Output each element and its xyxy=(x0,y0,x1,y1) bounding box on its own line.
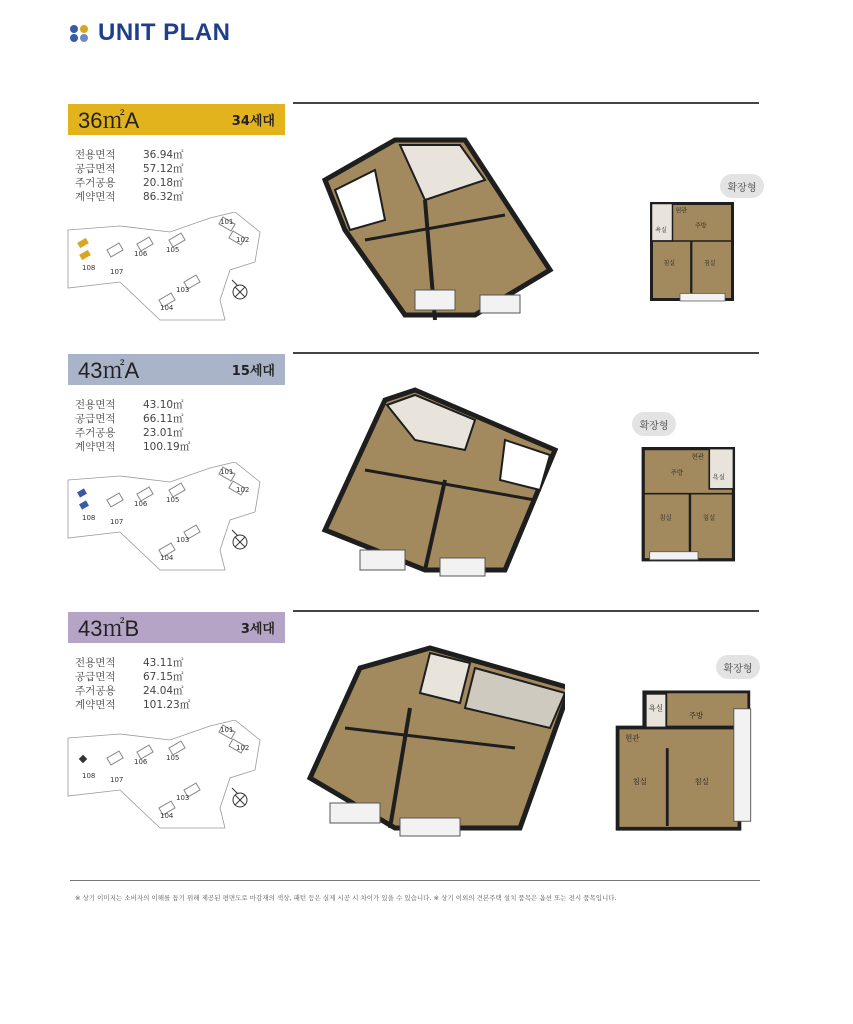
compass-icon xyxy=(232,788,247,807)
unit-label-bar xyxy=(68,104,285,135)
unit-label-bar xyxy=(68,354,285,385)
site-map xyxy=(60,720,270,830)
area-value: 57.12㎡ xyxy=(143,163,184,175)
flat-floor-plan xyxy=(612,690,760,840)
area-row xyxy=(75,670,203,684)
room-label: 침실 xyxy=(632,776,648,786)
area-row xyxy=(75,656,203,670)
block-label: 105 xyxy=(166,246,180,254)
area-table xyxy=(75,656,203,712)
site-map xyxy=(60,212,270,322)
room-label: 침실 xyxy=(694,776,709,786)
area-row xyxy=(75,698,203,712)
household-count: 3세대 xyxy=(240,622,275,637)
block-label: 103 xyxy=(176,286,190,294)
room-label: 주방 xyxy=(670,468,684,477)
block-label: 102 xyxy=(236,744,250,752)
area-value: 100.19㎡ xyxy=(143,441,191,453)
unit-section-43a xyxy=(0,352,853,602)
room-label: 욕실 xyxy=(655,227,667,234)
expansion-badge: 확장형 xyxy=(716,655,760,679)
section-divider xyxy=(293,102,759,104)
block-label: 107 xyxy=(110,776,124,784)
area-row xyxy=(75,440,203,454)
unit-section-36a xyxy=(0,102,853,352)
area-key: 전용면적 xyxy=(75,149,116,161)
room-label: 침실 xyxy=(704,260,716,267)
block-label: 101 xyxy=(220,468,234,476)
compass-icon xyxy=(232,530,247,549)
area-row xyxy=(75,162,203,176)
isometric-floor-plan xyxy=(305,120,565,330)
area-row xyxy=(75,148,203,162)
area-value: 43.10㎡ xyxy=(143,399,184,411)
household-count: 15세대 xyxy=(231,364,275,379)
block-label: 104 xyxy=(160,812,174,820)
expansion-badge: 확장형 xyxy=(720,174,764,198)
section-divider xyxy=(293,610,759,612)
footer-divider xyxy=(70,880,760,881)
area-key: 계약면적 xyxy=(75,699,116,711)
area-key: 공급면적 xyxy=(75,413,116,425)
isometric-floor-plan xyxy=(305,628,565,838)
area-key: 전용면적 xyxy=(75,399,116,411)
area-key: 계약면적 xyxy=(75,441,116,453)
area-key: 공급면적 xyxy=(75,671,116,683)
area-table xyxy=(75,148,203,204)
area-value: 23.01㎡ xyxy=(143,427,184,439)
block-label: 101 xyxy=(220,218,234,226)
site-map xyxy=(60,462,270,572)
block-label: 103 xyxy=(176,794,190,802)
block-label: 105 xyxy=(166,754,180,762)
dots-logo-icon xyxy=(70,23,90,43)
area-value: 86.32㎡ xyxy=(143,191,184,203)
area-key: 주거공용 xyxy=(75,427,116,439)
area-table xyxy=(75,398,203,454)
room-label: 침실 xyxy=(702,513,716,522)
unit-section-43b xyxy=(0,610,853,860)
room-label: 침실 xyxy=(663,260,676,267)
isometric-floor-plan xyxy=(305,370,565,580)
block-label: 107 xyxy=(110,518,124,526)
block-label: 108 xyxy=(82,514,96,522)
unit-name: 43㎡A xyxy=(78,358,140,383)
area-key: 주거공용 xyxy=(75,685,116,697)
area-value: 43.11㎡ xyxy=(143,657,184,669)
room-label: 주방 xyxy=(695,222,707,230)
room-label: 욕실 xyxy=(648,703,663,713)
area-row xyxy=(75,684,203,698)
unit-name: 36㎡A xyxy=(78,108,140,133)
page-title: UNIT PLAN xyxy=(98,19,231,46)
area-value: 20.18㎡ xyxy=(143,177,184,189)
block-label: 103 xyxy=(176,536,190,544)
area-key: 전용면적 xyxy=(75,657,116,669)
area-key: 주거공용 xyxy=(75,177,116,189)
compass-icon xyxy=(232,280,247,299)
block-label: 105 xyxy=(166,496,180,504)
area-row xyxy=(75,412,203,426)
flat-floor-plan xyxy=(645,202,760,337)
block-label: 102 xyxy=(236,236,250,244)
room-label: 욕실 xyxy=(712,473,725,482)
area-value: 67.15㎡ xyxy=(143,671,184,683)
flat-floor-plan xyxy=(638,447,758,592)
unit-name: 43㎡B xyxy=(78,616,140,641)
area-row xyxy=(75,190,203,204)
area-value: 66.11㎡ xyxy=(143,413,184,425)
block-label: 107 xyxy=(110,268,124,276)
expansion-badge: 확장형 xyxy=(632,412,676,436)
page-header xyxy=(70,18,231,48)
area-key: 계약면적 xyxy=(75,191,116,203)
unit-label-bar xyxy=(68,612,285,643)
block-label: 102 xyxy=(236,486,250,494)
block-label: 104 xyxy=(160,554,174,562)
room-label: 침실 xyxy=(659,513,672,522)
area-value: 24.04㎡ xyxy=(143,685,184,697)
area-row xyxy=(75,176,203,190)
block-label: 101 xyxy=(220,726,234,734)
block-label: 108 xyxy=(82,772,96,780)
area-key: 공급면적 xyxy=(75,163,116,175)
area-value: 101.23㎡ xyxy=(143,699,191,711)
block-label: 106 xyxy=(134,500,148,508)
block-label: 106 xyxy=(134,250,148,258)
room-label: 현관 xyxy=(625,733,640,743)
household-count: 34세대 xyxy=(231,114,275,129)
area-row xyxy=(75,398,203,412)
block-label: 104 xyxy=(160,304,174,312)
block-label: 106 xyxy=(134,758,148,766)
section-divider xyxy=(293,352,759,354)
area-row xyxy=(75,426,203,440)
footnote: ※ 상기 이미지는 소비자의 이해를 돕기 위해 제공된 평면도로 마감재의 색상, 패턴 등은 실제 시공 시 차이가 있을 수 있습니다. ※ 상기 이외의 견본주택 설치 품목은 옵션 또는 전시 품목입니다. xyxy=(75,894,617,902)
room-label: 현관 xyxy=(675,207,688,215)
block-label: 108 xyxy=(82,264,96,272)
area-value: 36.94㎡ xyxy=(143,149,184,161)
room-label: 주방 xyxy=(688,711,704,721)
room-label: 현관 xyxy=(691,452,704,461)
